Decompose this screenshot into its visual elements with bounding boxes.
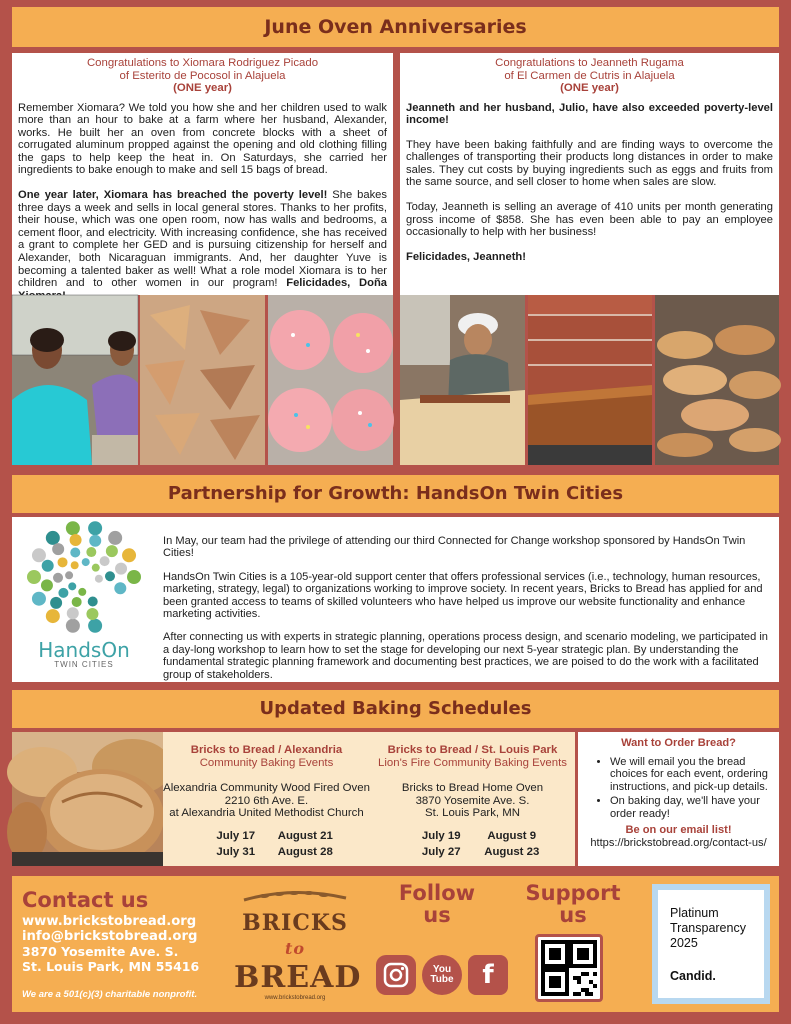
right-p4-bold: Felicidades, Jeanneth! [406, 250, 526, 263]
slp-dates [370, 830, 575, 859]
follow-line-1: Follow [398, 881, 476, 905]
qr-module [585, 992, 589, 996]
logo-dot [46, 609, 60, 623]
qr-module [577, 992, 581, 996]
slp-date: August 23 [484, 846, 540, 858]
left-paragraph-2 [18, 189, 387, 302]
logo-dot [32, 548, 46, 562]
anniversaries-header [12, 7, 779, 47]
logo-url: www.brickstobread.org [264, 995, 326, 1001]
qr-code-icon[interactable] [535, 934, 603, 1002]
order-bread-box [578, 732, 779, 866]
right-paragraph-3: Today, Jeanneth is selling an average of 410 units per month generating gross income of $858. She has even been able to pay an employee occasionally to help with her business! [406, 201, 773, 239]
support-line-2: us [559, 903, 587, 927]
slp-subtitle: Lion's Fire Community Baking Events [378, 756, 567, 769]
qr-module [585, 988, 589, 992]
left-p2-text: She bakes three days a week and sells in local general stores. Thanks to her profits, their house, which was one open room, now has walls and bedrooms, a cement floor, and electricity. With increasing confidence, she has received a grant to complete her GED and is pursuing citizenship for herself and Alexander, both Nicaraguan immigrants. And, her daughter Yuve is becoming a talented baker as well! What a role model Xiomara is to her children and to other women in our program! [18, 189, 387, 290]
logo-dot [88, 619, 102, 633]
email-list-title: Be on our email list! [625, 824, 732, 836]
schedules-header [12, 690, 779, 728]
handson-logo-dots [20, 521, 148, 633]
alexandria-date: July 31 [216, 846, 256, 858]
facebook-label: f [482, 960, 494, 990]
logo-dot [88, 521, 102, 535]
alexandria-title: Bricks to Bread / Alexandria [190, 744, 343, 756]
logo-dot [105, 571, 115, 581]
left-paragraph-1: Remember Xiomara? We told you how she and her children used to walk more than an hour to bake at a farm where her husband, Alexander, works. He built her an oven from concrete blocks with a sheet of corrugated aluminum propped against the opening and old clothing filling the gaps to help keep the heat in. On Saturdays, she carried her ingredients to bake enough to make and sell 15 bags of bread. [18, 101, 387, 177]
qr-finder [549, 948, 561, 960]
handson-logo-name: HandsOn [38, 638, 130, 663]
follow-us-title [382, 882, 492, 926]
schedule-st-louis-park [370, 732, 575, 866]
logo-dot [86, 547, 96, 557]
qr-finder [577, 948, 589, 960]
logo-dot [122, 548, 136, 562]
schedule-alexandria [163, 732, 370, 866]
right-paragraph-2: They have been baking faithfully and are finding ways to overcome the challenges of transporting their products long distances in order to make sales. They cut costs by buying ingredients such as eggs and fruits from the same source, and sell closer to home when sales are slow. [406, 138, 773, 189]
qr-finder [549, 976, 561, 988]
logo-bricks [234, 911, 356, 961]
partnership-paragraph-1: In May, our team had the privilege of attending our third Connected for Change workshop sponsored by HandsOn Twin Cities! [163, 535, 746, 560]
logo-dot [52, 543, 64, 555]
logo-dot [50, 597, 62, 609]
qr-module [593, 972, 597, 976]
email-link[interactable]: info@brickstobread.org [22, 929, 198, 944]
photo-xiomara-and-daughter [12, 295, 138, 465]
badge-transparency: Transparency [670, 921, 746, 935]
right-congrats-line3: (ONE year) [560, 82, 619, 94]
address-line-2: St. Louis Park, MN 55416 [22, 959, 200, 974]
qr-module [581, 988, 585, 992]
logo-dot [78, 588, 86, 596]
qr-module [589, 992, 593, 996]
logo-dot [72, 597, 82, 607]
logo-dot [65, 571, 73, 579]
partnership-paragraph-3: After connecting us with experts in strategic planning, operations process design, and scenario modeling, we participated in a day-long workshop to learn how to set the stage for developing our next 5-year strategic plan. By understanding the fundamental strategic planning framework and documenting best practices, we are poised to do the work with a facilitated group of stakeholders. [163, 631, 768, 681]
logo-dot [88, 596, 98, 606]
logo-dot [106, 545, 118, 557]
left-p2-end: Felicidades, Doña [286, 277, 387, 290]
right-story [400, 53, 779, 295]
candid-badge[interactable] [652, 884, 770, 1004]
logo-dot [70, 548, 80, 558]
facebook-icon[interactable] [468, 955, 508, 995]
alexandria-date: July 17 [216, 829, 256, 842]
order-bullet-2: • On baking day, we'll have your order ready! [610, 795, 771, 820]
left-story [12, 53, 393, 295]
alexandria-date: August 21 [277, 829, 333, 842]
logo-dot [92, 564, 100, 572]
qr-module [585, 972, 589, 976]
logo-dot [42, 560, 54, 572]
logo-dot [32, 592, 46, 606]
logo-dot [115, 563, 127, 575]
badge-year: 2025 [670, 936, 698, 950]
support-line-1: Support [525, 881, 621, 905]
photo-oven-cake [528, 295, 652, 465]
photo-breads-tray [655, 295, 779, 465]
contact-title: Contact us [22, 888, 149, 912]
slp-date: July 27 [421, 846, 461, 858]
contact-info [22, 914, 199, 974]
logo-dot [58, 588, 68, 598]
right-p1-bold: Jeanneth and her husband, Julio, have also exceeded poverty-level income! [406, 101, 773, 127]
logo-to-text: to [284, 939, 306, 958]
alexandria-dates [163, 830, 370, 859]
instagram-glyph [383, 962, 409, 988]
logo-dot [108, 531, 122, 545]
support-us-title [514, 882, 632, 926]
wheat-icon [234, 888, 356, 906]
logo-dot [89, 535, 101, 547]
slp-title: Bricks to Bread / St. Louis Park [387, 744, 558, 756]
order-title: Want to Order Bread? [621, 737, 736, 749]
right-congrats-line2: of El Carmen de Cutris in Alajuela [504, 69, 675, 82]
partnership-paragraph-2: HandsOn Twin Cities is a 105-year-old support center that offers professional services (i.e., technology, human resources, marketing, strategy, legal) to organizations working to improve society. In recent years, Bricks to Bread has applied for and been granted access to teams of skilled volunteers who have helped us improve our website functionality and enhance marketing activities. [163, 570, 763, 621]
candid-badge-inner [658, 890, 764, 998]
alexandria-venue: Alexandria Community Wood Fired Oven [163, 782, 370, 794]
address-line-1: 3870 Yosemite Ave. S. [22, 944, 179, 959]
logo-dot [86, 608, 98, 620]
qr-module [593, 984, 597, 988]
left-congrats-line1: Congratulations to Xiomara Rodriguez Picado [86, 57, 319, 69]
logo-dot [100, 556, 110, 566]
youtube-label: You Tube [430, 964, 454, 985]
alexandria-address: 2210 6th Ave. E. [224, 794, 309, 807]
left-congrats-line3: (ONE year) [173, 82, 232, 94]
photo-pastries-bags [140, 295, 265, 465]
right-paragraph-1 [406, 102, 773, 127]
follow-line-2: us [423, 903, 451, 927]
right-paragraph-4 [406, 251, 773, 264]
badge-candid: Candid. [670, 969, 716, 983]
logo-dot [67, 607, 79, 619]
instagram-icon[interactable] [376, 955, 416, 995]
order-bullet-1: • We will email you the bread choices for each event, ordering instructions, and pick-up details. [610, 756, 771, 794]
schedules-title: Updated Baking Schedules [259, 698, 532, 719]
photo-bread-loaves [12, 732, 163, 866]
qr-module [577, 976, 581, 980]
partnership-header [12, 475, 779, 513]
logo-dot [82, 558, 90, 566]
slp-date: August 9 [487, 829, 537, 842]
handson-logo [20, 521, 148, 681]
qr-module [573, 992, 577, 996]
alexandria-subtitle: Community Baking Events [199, 756, 334, 769]
qr-code-pattern [541, 940, 597, 996]
photo-pink-cupcakes [268, 295, 393, 465]
left-p2-bold: One year later, Xiomara has breached the poverty level! [18, 189, 328, 202]
slp-venue: Bricks to Bread Home Oven [401, 782, 544, 794]
logo-dot [41, 579, 53, 591]
photo-jeanneth-rolling-dough [400, 295, 525, 465]
partnership-title: Partnership for Growth: HandsOn Twin Cities [167, 483, 624, 504]
slp-address: 3870 Yosemite Ave. S. [415, 794, 530, 807]
alexandria-date: August 28 [277, 846, 333, 858]
right-congrats [406, 57, 773, 95]
qr-module [589, 980, 593, 984]
nonprofit-note: We are a 501(c)(3) charitable nonprofit. [22, 989, 198, 1000]
logo-dot [58, 557, 68, 567]
slp-location: St. Louis Park, MN [425, 807, 520, 819]
slp-date: July 19 [421, 829, 461, 842]
left-congrats-line2: of Esterito de Pocosol in Alajuela [119, 69, 286, 82]
qr-module [573, 976, 577, 980]
website-link[interactable]: www.brickstobread.org [22, 914, 197, 929]
logo-dot [46, 531, 60, 545]
qr-module [577, 980, 581, 984]
logo-dot [66, 521, 80, 535]
youtube-icon[interactable] [422, 955, 462, 995]
logo-dot [114, 582, 126, 594]
left-congrats [18, 57, 387, 95]
logo-bricks-text: BRICKS [242, 910, 348, 936]
logo-dot [66, 619, 80, 633]
logo-dot [53, 573, 63, 583]
contact-url-link[interactable]: https://brickstobread.org/contact-us/ [590, 836, 767, 849]
logo-dot [127, 570, 141, 584]
logo-dot [95, 575, 103, 583]
partnership-section [12, 517, 779, 682]
logo-dot [71, 561, 79, 569]
logo-bread: BREAD [234, 960, 362, 995]
logo-dot [70, 534, 82, 546]
badge-platinum: Platinum [670, 906, 719, 920]
logo-dot [68, 582, 76, 590]
bricks-to-bread-logo [234, 888, 362, 1001]
qr-module [581, 972, 585, 976]
alexandria-location: at Alexandria United Methodist Church [169, 807, 364, 819]
logo-dot [27, 570, 41, 584]
order-list [586, 756, 771, 821]
right-congrats-line1: Congratulations to Jeanneth Rugama [495, 57, 684, 69]
partnership-text [163, 535, 768, 692]
anniversaries-title: June Oven Anniversaries [264, 16, 527, 38]
handson-logo-sub: TWIN CITIES [54, 659, 114, 669]
